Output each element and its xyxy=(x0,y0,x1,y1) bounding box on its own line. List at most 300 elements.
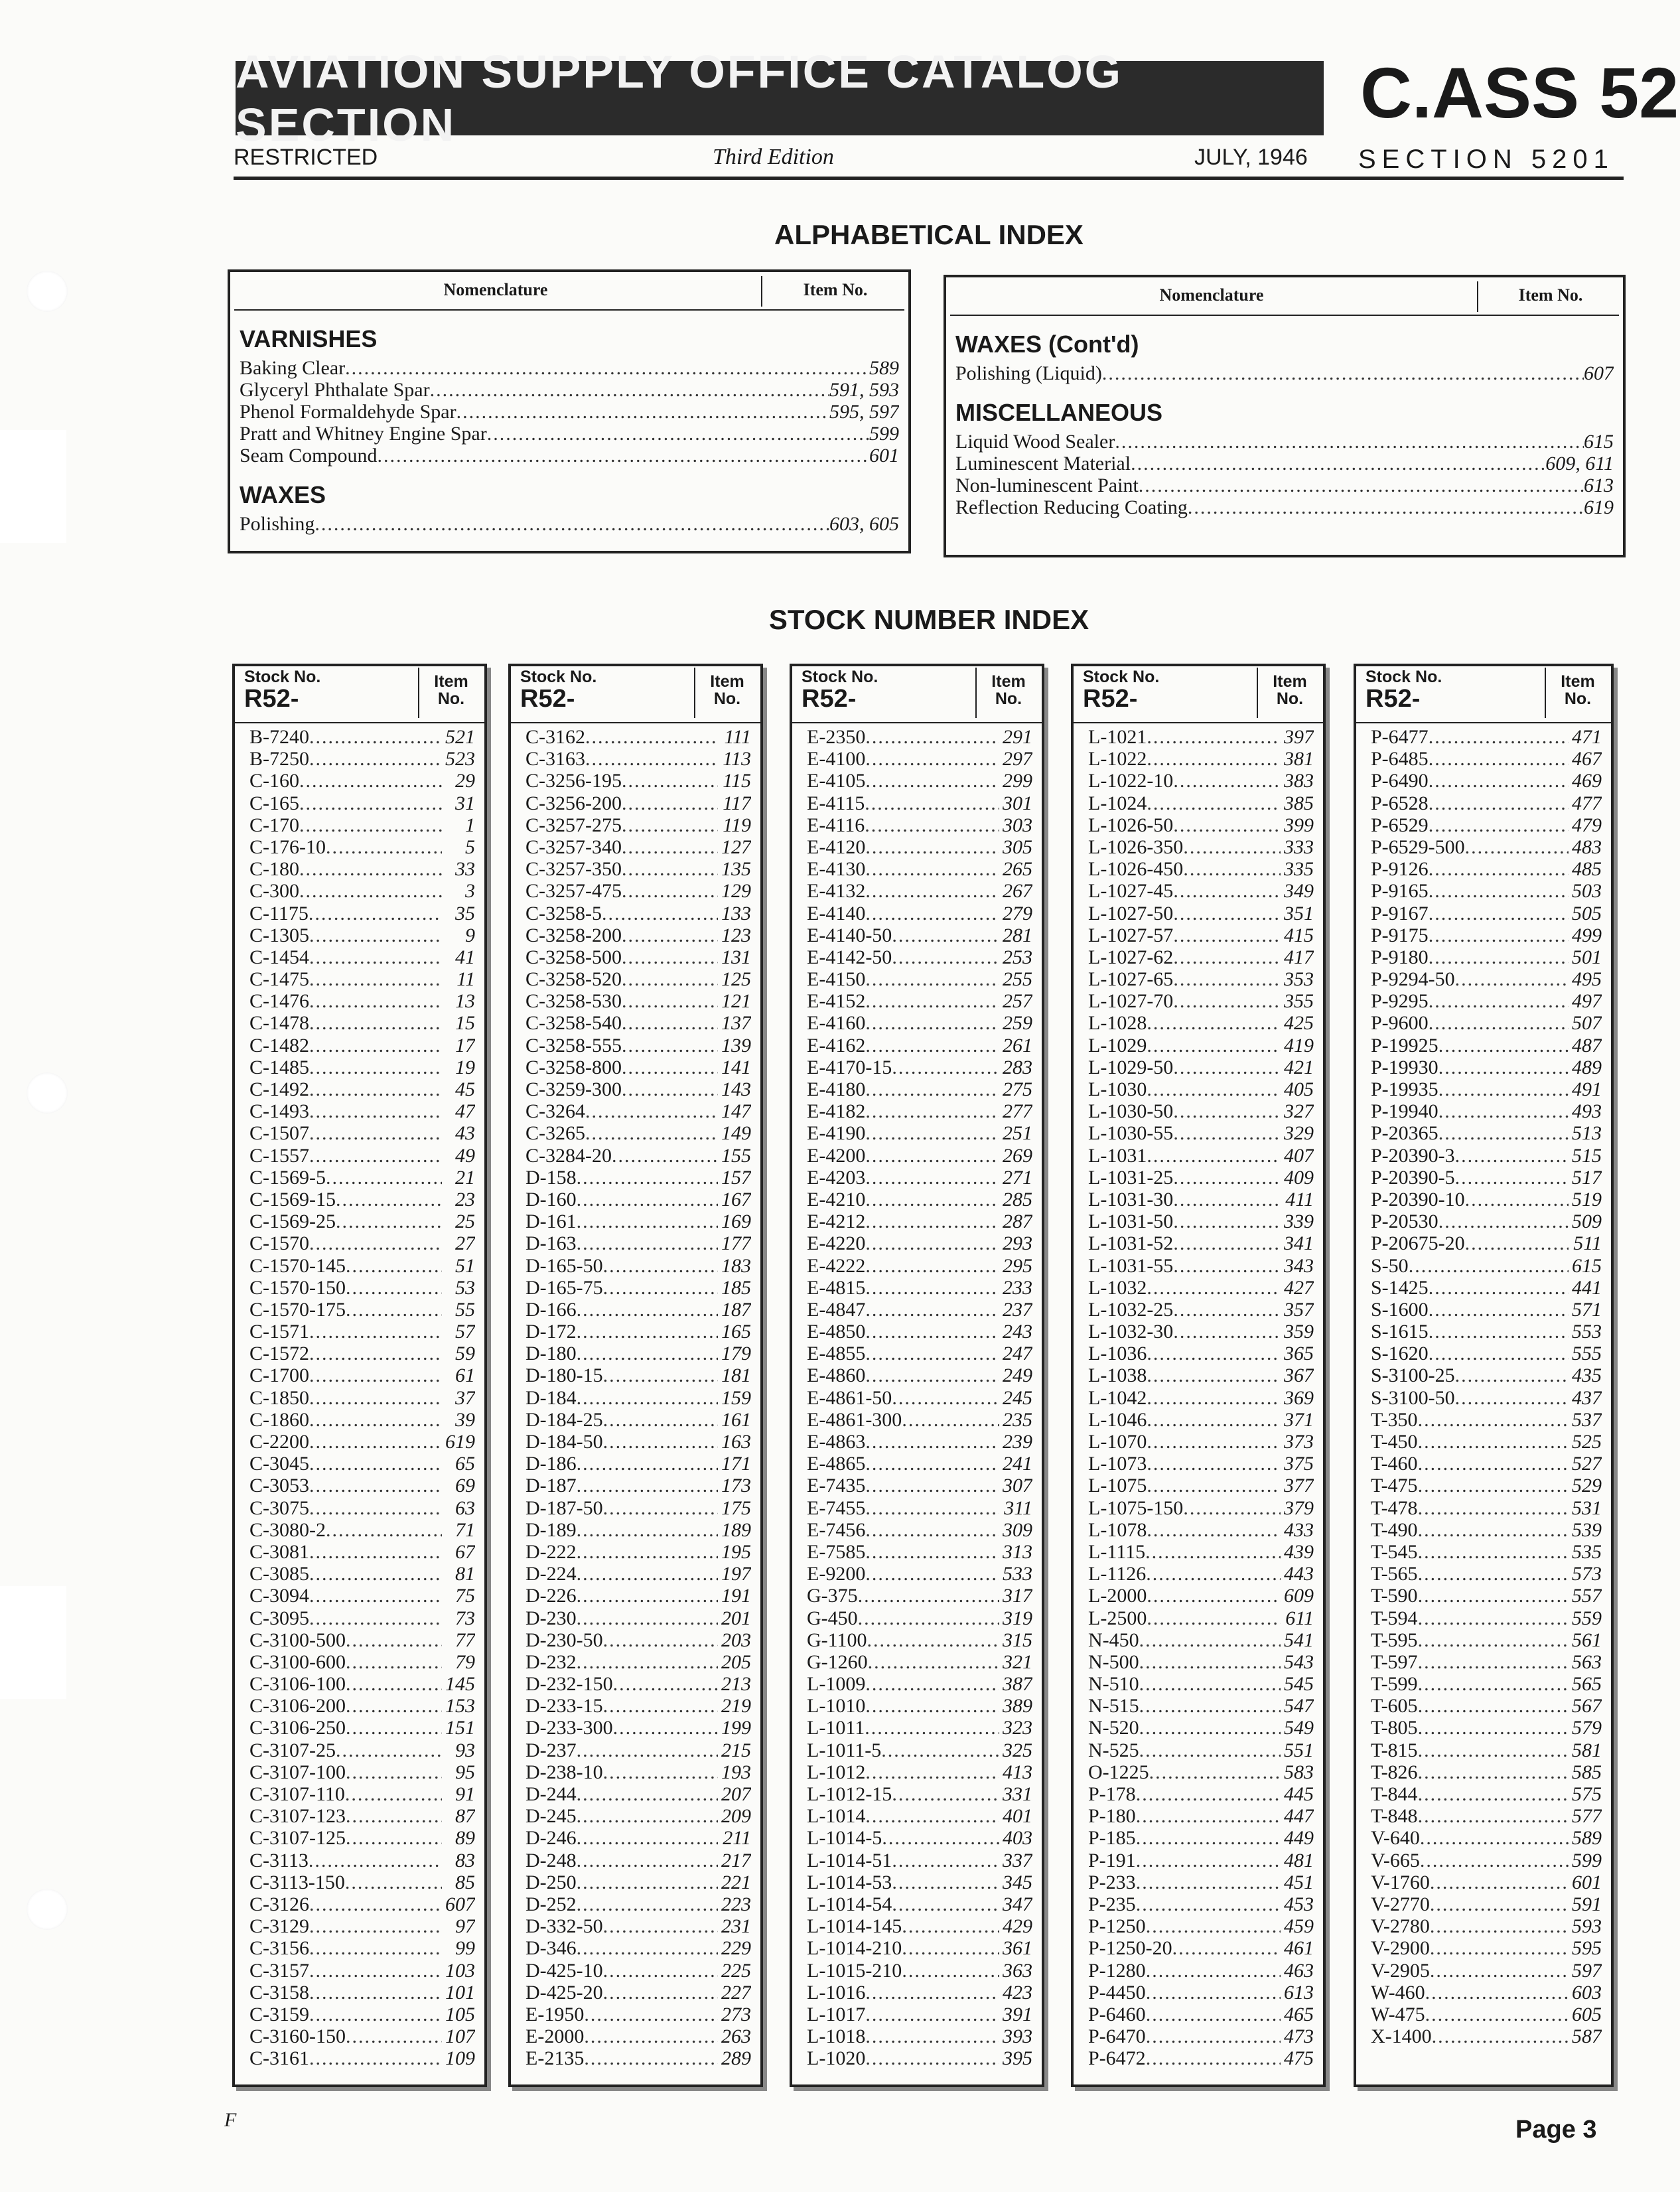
leader-dots xyxy=(1438,1210,1569,1232)
leader-dots xyxy=(1418,1563,1569,1585)
index-entry xyxy=(240,379,899,401)
leader-dots xyxy=(865,1453,999,1475)
stock-entry xyxy=(807,1057,1032,1078)
leader-dots xyxy=(613,1717,718,1739)
leader-dots xyxy=(1147,1277,1281,1299)
stock-entry xyxy=(525,770,751,792)
stock-number: L-1115 xyxy=(1088,1540,1146,1563)
leader-dots xyxy=(309,1409,442,1431)
item-number: 507 xyxy=(1572,1012,1602,1035)
item-number: 495 xyxy=(1572,968,1602,991)
stock-entry xyxy=(525,1827,751,1849)
leader-dots xyxy=(1418,1673,1569,1695)
stock-entry xyxy=(249,1871,475,1893)
leader-dots xyxy=(622,1035,718,1057)
stock-number: D-184-50 xyxy=(525,1431,603,1453)
leader-dots xyxy=(1139,1717,1281,1739)
item-number: 207 xyxy=(721,1783,751,1805)
item-number: 39 xyxy=(455,1408,475,1431)
item-number: 139 xyxy=(721,1034,751,1057)
leader-dots xyxy=(1147,1145,1281,1167)
leader-dots xyxy=(1136,1827,1281,1849)
stock-number: D-425-20 xyxy=(525,1981,603,2004)
leader-dots xyxy=(577,1189,718,1210)
stock-entry xyxy=(1088,1232,1314,1254)
item-number: 51 xyxy=(455,1254,475,1277)
item-no-header xyxy=(1548,673,1608,707)
leader-dots xyxy=(309,1035,442,1057)
stock-number: L-1020 xyxy=(807,2047,866,2070)
item-number: 183 xyxy=(721,1254,751,1277)
leader-dots xyxy=(902,1937,999,1959)
stock-number: G-450 xyxy=(807,1607,858,1629)
header-separator xyxy=(1545,668,1546,718)
item-number: 373 xyxy=(1284,1431,1314,1453)
stock-number: C-300 xyxy=(249,880,299,903)
leader-dots xyxy=(345,1783,442,1805)
item-number: 47 xyxy=(455,1100,475,1123)
item-number: 473 xyxy=(1284,2025,1314,2048)
stock-number: C-1482 xyxy=(249,1034,309,1057)
stock-number: L-1011 xyxy=(807,1717,865,1739)
stock-number: D-189 xyxy=(525,1518,577,1541)
stock-entry xyxy=(807,1122,1032,1144)
index-entry xyxy=(955,362,1614,384)
item-number: 325 xyxy=(1003,1739,1032,1761)
leader-dots xyxy=(346,1299,442,1321)
stock-entry xyxy=(1088,1497,1314,1519)
item-header-line-1: Item xyxy=(710,672,744,691)
stock-number: P-6528 xyxy=(1371,792,1429,814)
index-entry xyxy=(955,475,1614,496)
stock-number: P-6529-500 xyxy=(1371,836,1465,858)
item-header-line-2: No. xyxy=(995,690,1022,708)
leader-dots xyxy=(577,1299,718,1321)
stock-number: C-3107-100 xyxy=(249,1761,346,1783)
stock-entry xyxy=(807,726,1032,748)
leader-dots xyxy=(865,1343,999,1364)
item-number: 549 xyxy=(1284,1717,1314,1739)
item-number: 541 xyxy=(1284,1629,1314,1651)
stock-entry xyxy=(249,1232,475,1254)
stock-entry xyxy=(249,1915,475,1937)
stock-entry xyxy=(525,1122,751,1144)
item-number: 177 xyxy=(721,1232,751,1255)
item-number: 421 xyxy=(1284,1056,1314,1078)
item-number: 477 xyxy=(1572,792,1602,814)
stock-number: L-1017 xyxy=(807,2003,866,2025)
item-number: 475 xyxy=(1284,2047,1314,2070)
item-number: 593 xyxy=(1572,1915,1602,1938)
stock-entry xyxy=(1371,1145,1602,1167)
item-number: 71 xyxy=(455,1518,475,1541)
stock-number: L-1011-5 xyxy=(807,1739,882,1761)
stock-entry xyxy=(1371,1210,1602,1232)
item-number: 237 xyxy=(1003,1298,1032,1321)
stock-number: C-1454 xyxy=(249,946,309,968)
item-number: 19 xyxy=(455,1056,475,1078)
leader-dots xyxy=(865,1100,999,1122)
item-number: 287 xyxy=(1003,1210,1032,1233)
leader-dots xyxy=(865,858,999,880)
stock-entry xyxy=(525,1850,751,1871)
stock-number: C-3258-530 xyxy=(525,990,622,1013)
item-number: 257 xyxy=(1003,990,1032,1013)
leader-dots xyxy=(336,1739,442,1761)
leader-dots xyxy=(309,1387,442,1409)
alpha-entries-right xyxy=(955,330,1614,518)
stock-number: L-1030-55 xyxy=(1088,1122,1174,1145)
leader-dots xyxy=(1139,1673,1281,1695)
stock-entry xyxy=(249,1761,475,1783)
stock-entry xyxy=(807,946,1032,968)
entry-item-number: 613 xyxy=(1584,475,1614,496)
entry-item-number: 601 xyxy=(869,445,899,467)
item-number: 427 xyxy=(1284,1276,1314,1299)
stock-number: D-158 xyxy=(525,1166,577,1189)
item-number: 413 xyxy=(1003,1761,1032,1783)
item-number: 615 xyxy=(1572,1254,1602,1277)
stock-entry xyxy=(249,1739,475,1761)
item-number: 395 xyxy=(1003,2047,1032,2070)
item-number: 371 xyxy=(1284,1408,1314,1431)
item-number: 83 xyxy=(455,1849,475,1871)
stock-number: C-1478 xyxy=(249,1012,309,1035)
stock-number: C-3095 xyxy=(249,1607,309,1629)
stock-entry xyxy=(807,1651,1032,1673)
stock-entry xyxy=(525,858,751,880)
leader-dots xyxy=(299,880,442,902)
leader-dots xyxy=(309,726,442,748)
stock-entry xyxy=(1371,1277,1602,1299)
stock-number: V-665 xyxy=(1371,1849,1420,1871)
stock-entry xyxy=(525,1453,751,1475)
item-number: 163 xyxy=(721,1431,751,1453)
leader-dots xyxy=(487,423,869,445)
leader-dots xyxy=(1418,1629,1569,1651)
stock-number: E-4152 xyxy=(807,990,866,1013)
stock-number: L-1027-70 xyxy=(1088,990,1174,1013)
item-number: 307 xyxy=(1003,1475,1032,1497)
item-number: 157 xyxy=(721,1166,751,1189)
entry-label: Baking Clear xyxy=(240,357,346,379)
stock-entry xyxy=(525,1343,751,1364)
stock-number: E-4182 xyxy=(807,1100,866,1123)
header-separator xyxy=(1257,668,1258,718)
stock-number: L-1022-10 xyxy=(1088,770,1174,792)
leader-dots xyxy=(577,1827,718,1849)
leader-dots xyxy=(309,1982,442,2004)
leader-dots xyxy=(1183,1497,1281,1519)
stock-number: P-6485 xyxy=(1371,748,1429,770)
leader-dots xyxy=(603,1255,718,1277)
stock-column-2 xyxy=(508,664,763,2087)
leader-dots xyxy=(1465,1189,1569,1210)
leader-dots xyxy=(865,990,999,1012)
stock-number: P-9600 xyxy=(1371,1012,1429,1035)
leader-dots xyxy=(309,748,442,770)
stock-number: P-9165 xyxy=(1371,880,1429,903)
stock-entry xyxy=(1088,1805,1314,1827)
stock-entry xyxy=(807,1255,1032,1277)
item-header-line-2: No. xyxy=(1276,690,1304,708)
leader-dots xyxy=(1173,1167,1281,1189)
stock-entry xyxy=(1088,1431,1314,1453)
leader-dots xyxy=(1136,1783,1281,1805)
stock-prefix-header: R52- xyxy=(1365,685,1421,713)
binder-slot xyxy=(0,1586,66,1699)
stock-entry xyxy=(525,1409,751,1431)
header-rule-line xyxy=(1074,722,1323,723)
entry-item-number: 589 xyxy=(869,357,899,379)
stock-entry xyxy=(525,1057,751,1078)
stock-prefix-header: R52- xyxy=(244,685,299,713)
leader-dots xyxy=(309,2047,442,2069)
stock-entry xyxy=(249,1960,475,1982)
leader-dots xyxy=(1418,1475,1569,1497)
leader-dots xyxy=(892,1387,999,1409)
leader-dots xyxy=(1139,475,1584,496)
item-number: 447 xyxy=(1284,1805,1314,1828)
item-number: 77 xyxy=(455,1629,475,1651)
item-number: 283 xyxy=(1003,1056,1032,1078)
stock-number: E-4860 xyxy=(807,1364,866,1387)
leader-dots xyxy=(858,1607,999,1629)
leader-dots xyxy=(892,946,999,968)
stock-entry xyxy=(249,1651,475,1673)
leader-dots xyxy=(865,1673,999,1695)
stock-entry xyxy=(249,1453,475,1475)
category-heading: WAXES xyxy=(240,481,326,508)
leader-dots xyxy=(378,445,870,467)
stock-number: D-346 xyxy=(525,1937,577,1960)
leader-dots xyxy=(902,1409,999,1431)
stock-entry xyxy=(1371,903,1602,924)
stock-entry xyxy=(807,1167,1032,1189)
leader-dots xyxy=(577,1453,718,1475)
leader-dots xyxy=(865,1299,999,1321)
item-number: 607 xyxy=(445,1893,475,1915)
stock-number: D-245 xyxy=(525,1805,577,1828)
leader-dots xyxy=(577,1850,718,1871)
stock-entry xyxy=(1371,1409,1602,1431)
stock-number: L-1021 xyxy=(1088,726,1147,748)
stock-number: C-3265 xyxy=(525,1122,585,1145)
item-number: 365 xyxy=(1284,1343,1314,1365)
item-header-line-2: No. xyxy=(437,690,465,708)
stock-number: D-187-50 xyxy=(525,1497,603,1519)
item-number: 185 xyxy=(721,1276,751,1299)
stock-number: D-230 xyxy=(525,1607,577,1629)
stock-entry xyxy=(1088,1585,1314,1607)
leader-dots xyxy=(1173,924,1281,946)
stock-number: C-2200 xyxy=(249,1431,309,1453)
stock-entry xyxy=(1088,1122,1314,1144)
leader-dots xyxy=(865,1475,999,1497)
stock-number: S-3100-50 xyxy=(1371,1386,1455,1409)
stock-number: P-19935 xyxy=(1371,1078,1438,1100)
stock-number: D-161 xyxy=(525,1210,577,1233)
stock-number: C-3100-600 xyxy=(249,1650,346,1673)
leader-dots xyxy=(1429,903,1569,924)
stock-entry xyxy=(1371,1232,1602,1254)
item-number: 451 xyxy=(1284,1871,1314,1893)
stock-entry xyxy=(807,990,1032,1012)
stock-entry xyxy=(807,792,1032,814)
stock-number: E-4815 xyxy=(807,1276,866,1299)
item-number: 43 xyxy=(455,1122,475,1145)
leader-dots xyxy=(622,1057,718,1078)
item-number: 265 xyxy=(1003,858,1032,881)
stock-number: L-1029 xyxy=(1088,1034,1147,1057)
stock-number: C-3258-5 xyxy=(525,902,602,924)
item-number: 403 xyxy=(1003,1827,1032,1850)
item-number: 169 xyxy=(721,1210,751,1233)
stock-number: N-510 xyxy=(1088,1673,1139,1696)
leader-dots xyxy=(1136,1805,1281,1827)
item-number: 381 xyxy=(1284,748,1314,770)
stock-number: L-1073 xyxy=(1088,1453,1147,1475)
leader-dots xyxy=(1149,1761,1281,1783)
stock-entry xyxy=(249,946,475,968)
item-header-line-1: Item xyxy=(1561,672,1595,691)
stock-number: D-248 xyxy=(525,1849,577,1871)
stock-entry xyxy=(807,748,1032,770)
stock-entry xyxy=(807,1387,1032,1409)
stock-number: L-1070 xyxy=(1088,1431,1147,1453)
stock-number: E-7456 xyxy=(807,1518,866,1541)
stock-number: D-233-15 xyxy=(525,1695,603,1717)
stock-entry xyxy=(525,924,751,946)
stock-number: L-1046 xyxy=(1088,1408,1147,1431)
stock-entry xyxy=(1088,814,1314,836)
stock-number: C-3258-540 xyxy=(525,1012,622,1035)
stock-number: E-4855 xyxy=(807,1343,866,1365)
item-number: 73 xyxy=(455,1607,475,1629)
stock-number: T-450 xyxy=(1371,1431,1418,1453)
leader-dots xyxy=(309,1497,442,1519)
stock-entry xyxy=(525,1364,751,1386)
item-number: 67 xyxy=(455,1540,475,1563)
stock-entry xyxy=(249,1078,475,1100)
leader-dots xyxy=(865,1563,999,1585)
stock-number: P-9126 xyxy=(1371,858,1429,881)
stock-entry xyxy=(807,1100,1032,1122)
stock-number: P-1280 xyxy=(1088,1959,1146,1982)
item-number: 539 xyxy=(1572,1518,1602,1541)
stock-entry xyxy=(249,792,475,814)
stock-entry xyxy=(1088,1541,1314,1563)
stock-number: X-1400 xyxy=(1371,2025,1432,2048)
item-number: 205 xyxy=(721,1650,751,1673)
item-number: 85 xyxy=(455,1871,475,1893)
header-meta-row xyxy=(234,145,1624,178)
item-number: 445 xyxy=(1284,1783,1314,1805)
leader-dots xyxy=(1425,2004,1569,2025)
leader-dots xyxy=(858,1585,999,1607)
stock-entry xyxy=(1371,1453,1602,1475)
alpha-table-header xyxy=(946,277,1623,315)
stock-entry xyxy=(807,1717,1032,1739)
stock-entry xyxy=(525,1893,751,1915)
item-number: 487 xyxy=(1572,1034,1602,1057)
item-number: 525 xyxy=(1572,1431,1602,1453)
stock-number: C-1493 xyxy=(249,1100,309,1123)
item-number: 301 xyxy=(1003,792,1032,814)
item-number: 141 xyxy=(721,1056,751,1078)
stock-number: C-160 xyxy=(249,770,299,792)
item-number: 355 xyxy=(1284,990,1314,1013)
item-number: 217 xyxy=(721,1849,751,1871)
item-number: 93 xyxy=(455,1739,475,1761)
category-heading: MISCELLANEOUS xyxy=(955,399,1163,426)
leader-dots xyxy=(622,858,718,880)
item-number: 167 xyxy=(721,1188,751,1210)
stock-number: C-3158 xyxy=(249,1981,309,2004)
stock-entry xyxy=(249,1585,475,1607)
stock-number: D-224 xyxy=(525,1563,577,1585)
leader-dots xyxy=(622,836,718,858)
leader-dots xyxy=(577,1541,718,1563)
stock-number: C-1570-145 xyxy=(249,1254,346,1277)
item-number: 289 xyxy=(721,2047,751,2070)
stock-number: B-7250 xyxy=(249,748,309,770)
item-number: 385 xyxy=(1284,792,1314,814)
edition-label: Third Edition xyxy=(713,145,834,169)
item-number: 595 xyxy=(1572,1937,1602,1960)
leader-dots xyxy=(865,792,999,814)
item-number: 501 xyxy=(1572,946,1602,968)
leader-dots xyxy=(1173,770,1281,792)
stock-number: L-1022 xyxy=(1088,748,1147,770)
leader-dots xyxy=(603,1364,718,1386)
stock-entry xyxy=(525,1299,751,1321)
stock-entry xyxy=(249,1012,475,1034)
stock-entry xyxy=(1088,1717,1314,1739)
stock-column-header xyxy=(511,666,760,722)
item-number: 269 xyxy=(1003,1144,1032,1167)
stock-column-header xyxy=(792,666,1042,722)
item-number: 467 xyxy=(1572,748,1602,770)
stock-entry xyxy=(1088,1277,1314,1299)
item-number: 553 xyxy=(1572,1321,1602,1343)
item-number: 203 xyxy=(721,1629,751,1651)
stock-number: E-4203 xyxy=(807,1166,866,1189)
stock-entry xyxy=(1088,2025,1314,2047)
item-number: 383 xyxy=(1284,770,1314,792)
stock-number: C-3163 xyxy=(525,748,585,770)
index-entry xyxy=(240,401,899,423)
stock-entry xyxy=(807,1585,1032,1607)
stock-number: E-2350 xyxy=(807,726,866,748)
stock-entry xyxy=(1371,1035,1602,1057)
stock-number: D-184 xyxy=(525,1386,577,1409)
stock-number: E-4132 xyxy=(807,880,866,903)
stock-entry xyxy=(525,1189,751,1210)
stock-entry xyxy=(525,1960,751,1982)
stock-entry xyxy=(807,1982,1032,2004)
stock-number: C-3258-800 xyxy=(525,1056,622,1078)
header-rule-line xyxy=(950,315,1619,316)
stock-number: C-1569-15 xyxy=(249,1188,336,1210)
stock-number: T-460 xyxy=(1371,1453,1418,1475)
stock-entry xyxy=(525,1717,751,1739)
stock-column-header xyxy=(1356,666,1611,722)
stock-number: D-332-50 xyxy=(525,1915,603,1938)
item-number: 99 xyxy=(455,1937,475,1960)
leader-dots xyxy=(1147,1409,1281,1431)
item-number: 129 xyxy=(721,880,751,903)
